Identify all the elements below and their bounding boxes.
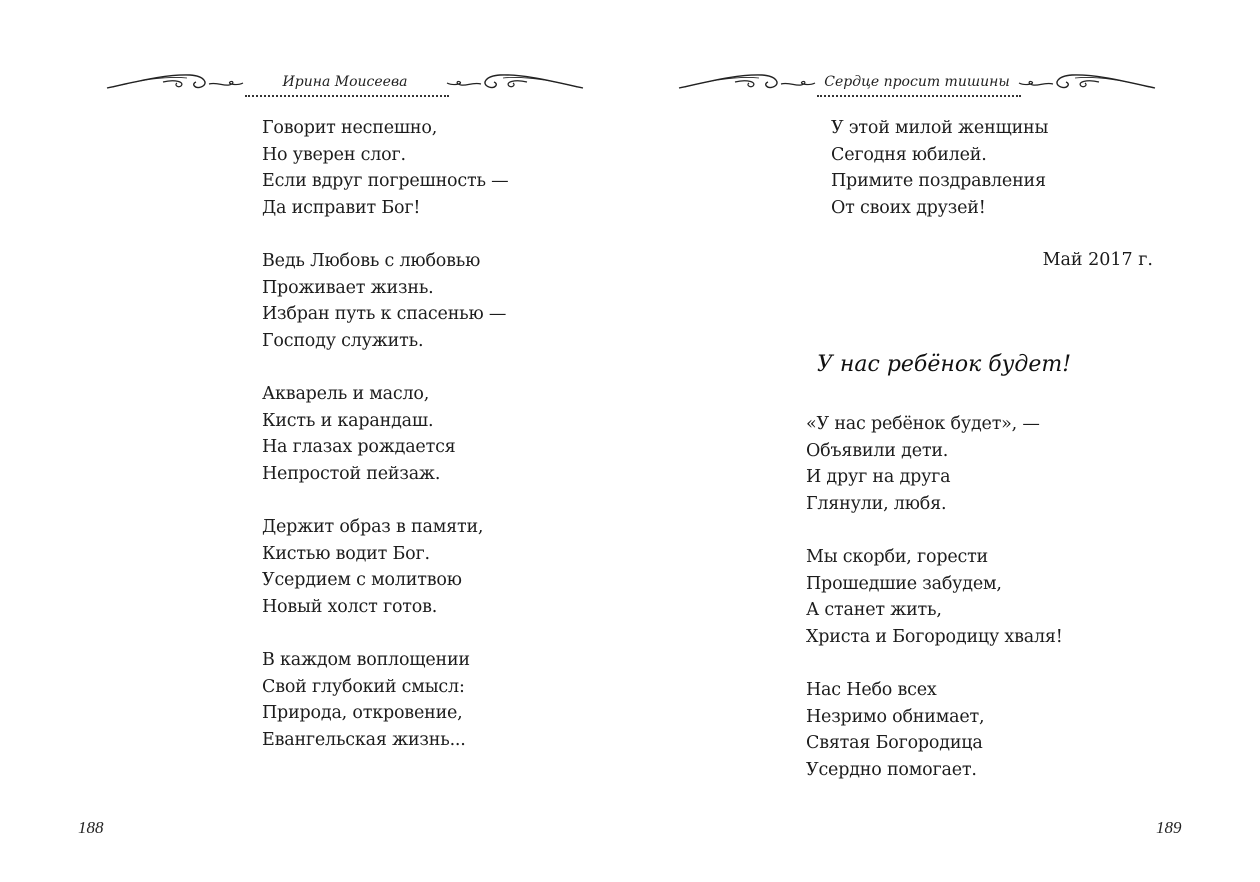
stanza: [262, 514, 508, 620]
poem-line: Незримо обнимает,: [806, 706, 985, 727]
poem-line: В каждом воплощении: [262, 650, 470, 670]
poem-line: А станет жить,: [806, 600, 942, 620]
poem-line: Ведь Любовь с любовью: [262, 251, 481, 271]
poem-line: У этой милой женщины: [831, 118, 1049, 138]
poem-line: «У нас ребёнок будет», —: [806, 414, 1040, 434]
flourish-ornament-icon: [1017, 70, 1157, 94]
header-book-title: Сердце просит тишины: [824, 74, 1010, 90]
poem-line: Господу служить.: [262, 330, 424, 351]
poem-line: Кисть и карандаш.: [262, 410, 434, 431]
running-header: [105, 68, 585, 108]
poem-line: Христа и Богородицу хваля!: [806, 626, 1063, 647]
poem-line: Да исправит Бог!: [262, 197, 421, 218]
poem-line: Объявили дети.: [806, 440, 949, 461]
page-number: 188: [78, 818, 104, 837]
poem-line: Но уверен слог.: [262, 144, 406, 165]
poem-line: На глазах рождается: [262, 437, 456, 457]
dotted-rule: [245, 95, 449, 97]
poem-title: У нас ребёнок будет!: [817, 352, 1072, 377]
poem-line: Усердно помогает.: [806, 759, 977, 780]
stanza: [262, 115, 508, 221]
poem-line: Мы скорби, горести: [806, 547, 989, 567]
poem-line: Если вдруг погрешность —: [262, 171, 509, 191]
poem-line: И друг на друга: [806, 467, 951, 487]
poem-line: Святая Богородица: [806, 733, 983, 753]
poem-continuation: [831, 115, 1048, 248]
stanza: [806, 544, 1063, 650]
flourish-ornament-icon: [445, 70, 585, 94]
poem-body: [262, 115, 508, 780]
stanza: [262, 647, 508, 753]
poem-line: Усердием с молитвою: [262, 570, 462, 590]
poem-line: Глянули, любя.: [806, 493, 947, 514]
poem-line: Непростой пейзаж.: [262, 463, 441, 484]
poem-line: Избран путь к спасенью —: [262, 304, 507, 324]
poem-line: Новый холст готов.: [262, 596, 438, 617]
stanza: [831, 115, 1048, 221]
poem-line: Кистью водит Бог.: [262, 543, 430, 564]
stanza: [262, 381, 508, 487]
stanza: [262, 248, 508, 354]
poem-date: Май 2017 г.: [1042, 250, 1153, 270]
poem-line: Держит образ в памяти,: [262, 517, 484, 537]
poem-line: Говорит неспешно,: [262, 118, 438, 138]
poem-line: От своих друзей!: [831, 197, 986, 218]
dotted-rule: [817, 95, 1021, 97]
poem-line: Свой глубокий смысл:: [262, 676, 465, 697]
poem-line: Евангельская жизнь...: [262, 729, 466, 750]
poem-line: Проживает жизнь.: [262, 277, 434, 298]
stanza: [806, 411, 1063, 517]
header-author: Ирина Моисеева: [282, 74, 408, 90]
page-number: 189: [1156, 818, 1182, 837]
poem-body: [806, 411, 1063, 810]
poem-line: Сегодня юбилей.: [831, 144, 987, 165]
running-header: [677, 68, 1157, 108]
right-page: [630, 0, 1260, 882]
poem-line: Нас Небо всех: [806, 680, 937, 700]
poem-line: Примите поздравления: [831, 171, 1046, 191]
poem-line: Акварель и масло,: [262, 384, 430, 404]
poem-line: Природа, откровение,: [262, 703, 463, 723]
stanza: [806, 677, 1063, 783]
poem-line: Прошедшие забудем,: [806, 573, 1002, 594]
